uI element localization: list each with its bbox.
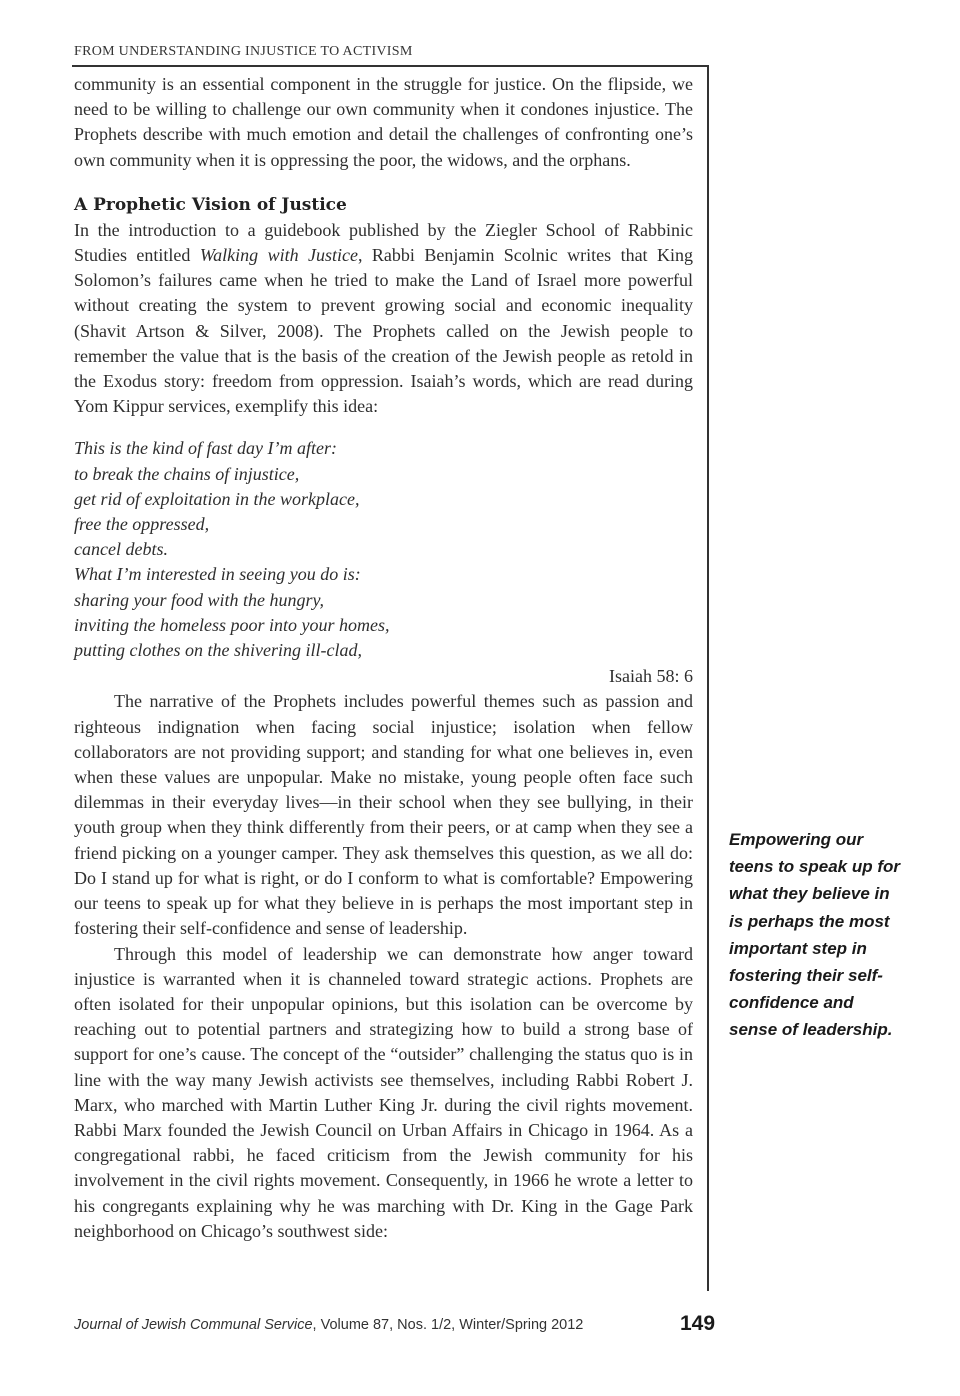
journal-title: Journal of Jewish Communal Service (74, 1317, 313, 1333)
verse-line: to break the chains of injustice, (74, 463, 300, 484)
paragraph-2 (74, 218, 693, 420)
paragraph-3: The narrative of the Prophets includes powerful themes such as passion and righteous indignation when facing social injustice; isolation when fellow collaborators are not providing support; and standing for what one believes in, even when these values are unpopular. Make no mistake, young people often face such dilemmas in their everyday lives—in their school when they see bullying, in their youth group when they think differently from their peers, or at camp when they see a friend picking on a younger camper. They ask themselves this question, as we all do: Do I stand up for what is right, or do I conform to what is comfortable? Empowering our teens to speak up for what they believe in is perhaps the most important step in fostering their self-confidence and sense of leadership. (74, 691, 693, 939)
isaiah-quote (74, 436, 693, 663)
verse-line: What I’m interested in seeing you do is: (74, 564, 361, 585)
verse-line: cancel debts. (74, 539, 168, 560)
page-number: 149 (680, 1312, 716, 1335)
top-rule (72, 65, 708, 67)
volume-info: , Volume 87, Nos. 1/2, Winter/Spring 2012 (312, 1317, 584, 1333)
paragraph-2-rest: , Rabbi Benjamin Scolnic writes that King Solomon’s failures came when he tried to make the Land of Israel more powerful without creating the system to prevent growing social and economic inequality (Shavit Artson & Silver, 2008). The Prophets called on the Jewish people to remember the value that is the basis of the creation of the Jewish people as retold in the Exodus story: freedom from oppression. Isaiah’s words, which are read during Yom Kippur services, exemplify this idea: (74, 245, 693, 417)
section-heading: A Prophetic Vision of Justice (74, 194, 347, 215)
verse-line: sharing your food with the hungry, (74, 589, 325, 610)
paragraph-1: community is an essential component in the struggle for justice. On the flipside, we need to be willing to challenge our own community when it condones injustice. The Prophets describe with much emotion and detail the challenges of confronting one’s own community when it is oppressing the poor, the widows, and the orphans. (74, 74, 693, 170)
pull-quote: Empowering our teens to speak up for what they believe in is perhaps the most important step in fostering their self-confidence and sense of leadership. (729, 830, 900, 1040)
book-title: Walking with Justice (199, 245, 358, 266)
paragraph-2-lead: In the introduction to a guidebook published by the Ziegler School of Rabbinic Studies entitled (74, 219, 693, 266)
verse-attribution: Isaiah 58: 6 (609, 666, 693, 687)
verse-line: get rid of exploitation in the workplace, (74, 488, 360, 509)
paragraph-4: Through this model of leadership we can demonstrate how anger toward injustice is warranted when it is channeled toward strategic actions. Prophets are often isolated for their unpopular opinions, but this isolation can be overcome by reaching out to potential partners and strategizing how to build a strong base of support for one’s cause. The concept of the “outsider” challenging the status quo is in line with the way many Jewish activists see themselves, including Rabbi Robert J. Marx, who marched with Martin Luther King Jr. during the civil rights movement. Rabbi Marx founded the Jewish Council on Urban Affairs in Chicago in 1964. As a congregational rabbi, he faced criticism from the Jewish community for his involvement in the civil rights movement. Consequently, in 1966 he wrote a letter to his congregants explaining why he was marching with Dr. King in the Gage Park neighborhood on Chicago’s southwest side: (74, 943, 693, 1241)
footer-citation (74, 1317, 583, 1333)
verse-line: inviting the homeless poor into your homes, (74, 614, 390, 635)
verse-line: This is the kind of fast day I’m after: (74, 438, 337, 459)
column-divider (707, 65, 709, 1291)
running-head: FROM UNDERSTANDING INJUSTICE TO ACTIVISM (74, 44, 413, 59)
main-column (74, 72, 693, 1244)
verse-line: free the oppressed, (74, 514, 210, 535)
verse-line: putting clothes on the shivering ill-clad, (74, 640, 362, 661)
